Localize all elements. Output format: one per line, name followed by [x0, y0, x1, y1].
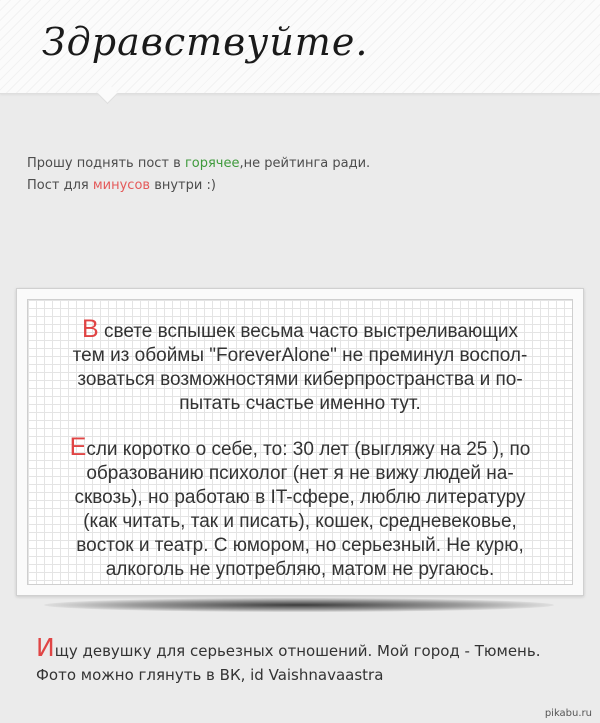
highlight-hot: горячее [184, 156, 240, 171]
intro-line-2 [27, 175, 587, 197]
paragraph-line: пытать счастье именно тут. [179, 393, 421, 414]
intro-line-1 [27, 153, 587, 175]
intro-line-2-suffix: внутри :) [150, 178, 216, 193]
paragraph-text: свете вспышек весьма часто выстреливающих [98, 321, 518, 342]
paragraph-text: сли коротко о себе, то: 30 лет (выгляжу на 25 ), по [86, 439, 531, 460]
paragraph-line: восток и театр. С юмором, но серьезный. Не курю, [76, 535, 524, 556]
greeting-title: Здравствуйте. [42, 20, 369, 64]
paragraph-line [36, 317, 564, 344]
header-banner [0, 0, 600, 94]
paragraph-line: сквозь), но работаю в IT-сфере, люблю литературу [74, 487, 526, 508]
closing-text [36, 633, 586, 687]
intro-line-1-prefix: Прошу поднять пост в [27, 156, 185, 171]
grid-paper [27, 299, 573, 585]
note-card [16, 288, 584, 596]
intro-line-1-suffix: ,не рейтинга ради. [239, 156, 371, 171]
intro-text [27, 153, 587, 197]
highlight-minus: минусов [92, 178, 151, 193]
paragraph-line: (как читать, так и писать), кошек, средневековье, [83, 511, 517, 532]
closing-text-1: щу девушку для серьезных отношений. Мой город - Тюмень. [54, 642, 541, 660]
card-drop-shadow [44, 598, 554, 612]
paragraph-line: алкоголь не употребляю, матом не ругаюсь. [105, 559, 495, 580]
watermark: pikabu.ru [544, 708, 592, 719]
intro-line-2-prefix: Пост для [27, 178, 93, 193]
paragraph-line: образованию психолог (нет я не вижу людей на- [86, 463, 514, 484]
drop-cap: Е [69, 433, 87, 461]
paragraph-about-self [36, 435, 564, 582]
closing-line-1 [36, 633, 586, 663]
closing-line-2: Фото можно глянуть в ВК, id Vaishnavaastra [36, 666, 384, 684]
drop-cap: И [36, 633, 55, 662]
paragraph-line: зоваться возможностями киберпространства и по- [77, 369, 523, 390]
paragraph-about-reason [36, 317, 564, 416]
drop-cap: В [82, 315, 99, 343]
paragraph-line: тем из обоймы "ForeverAlone" не преминул воспол- [72, 345, 528, 366]
paragraph-line [36, 435, 564, 462]
